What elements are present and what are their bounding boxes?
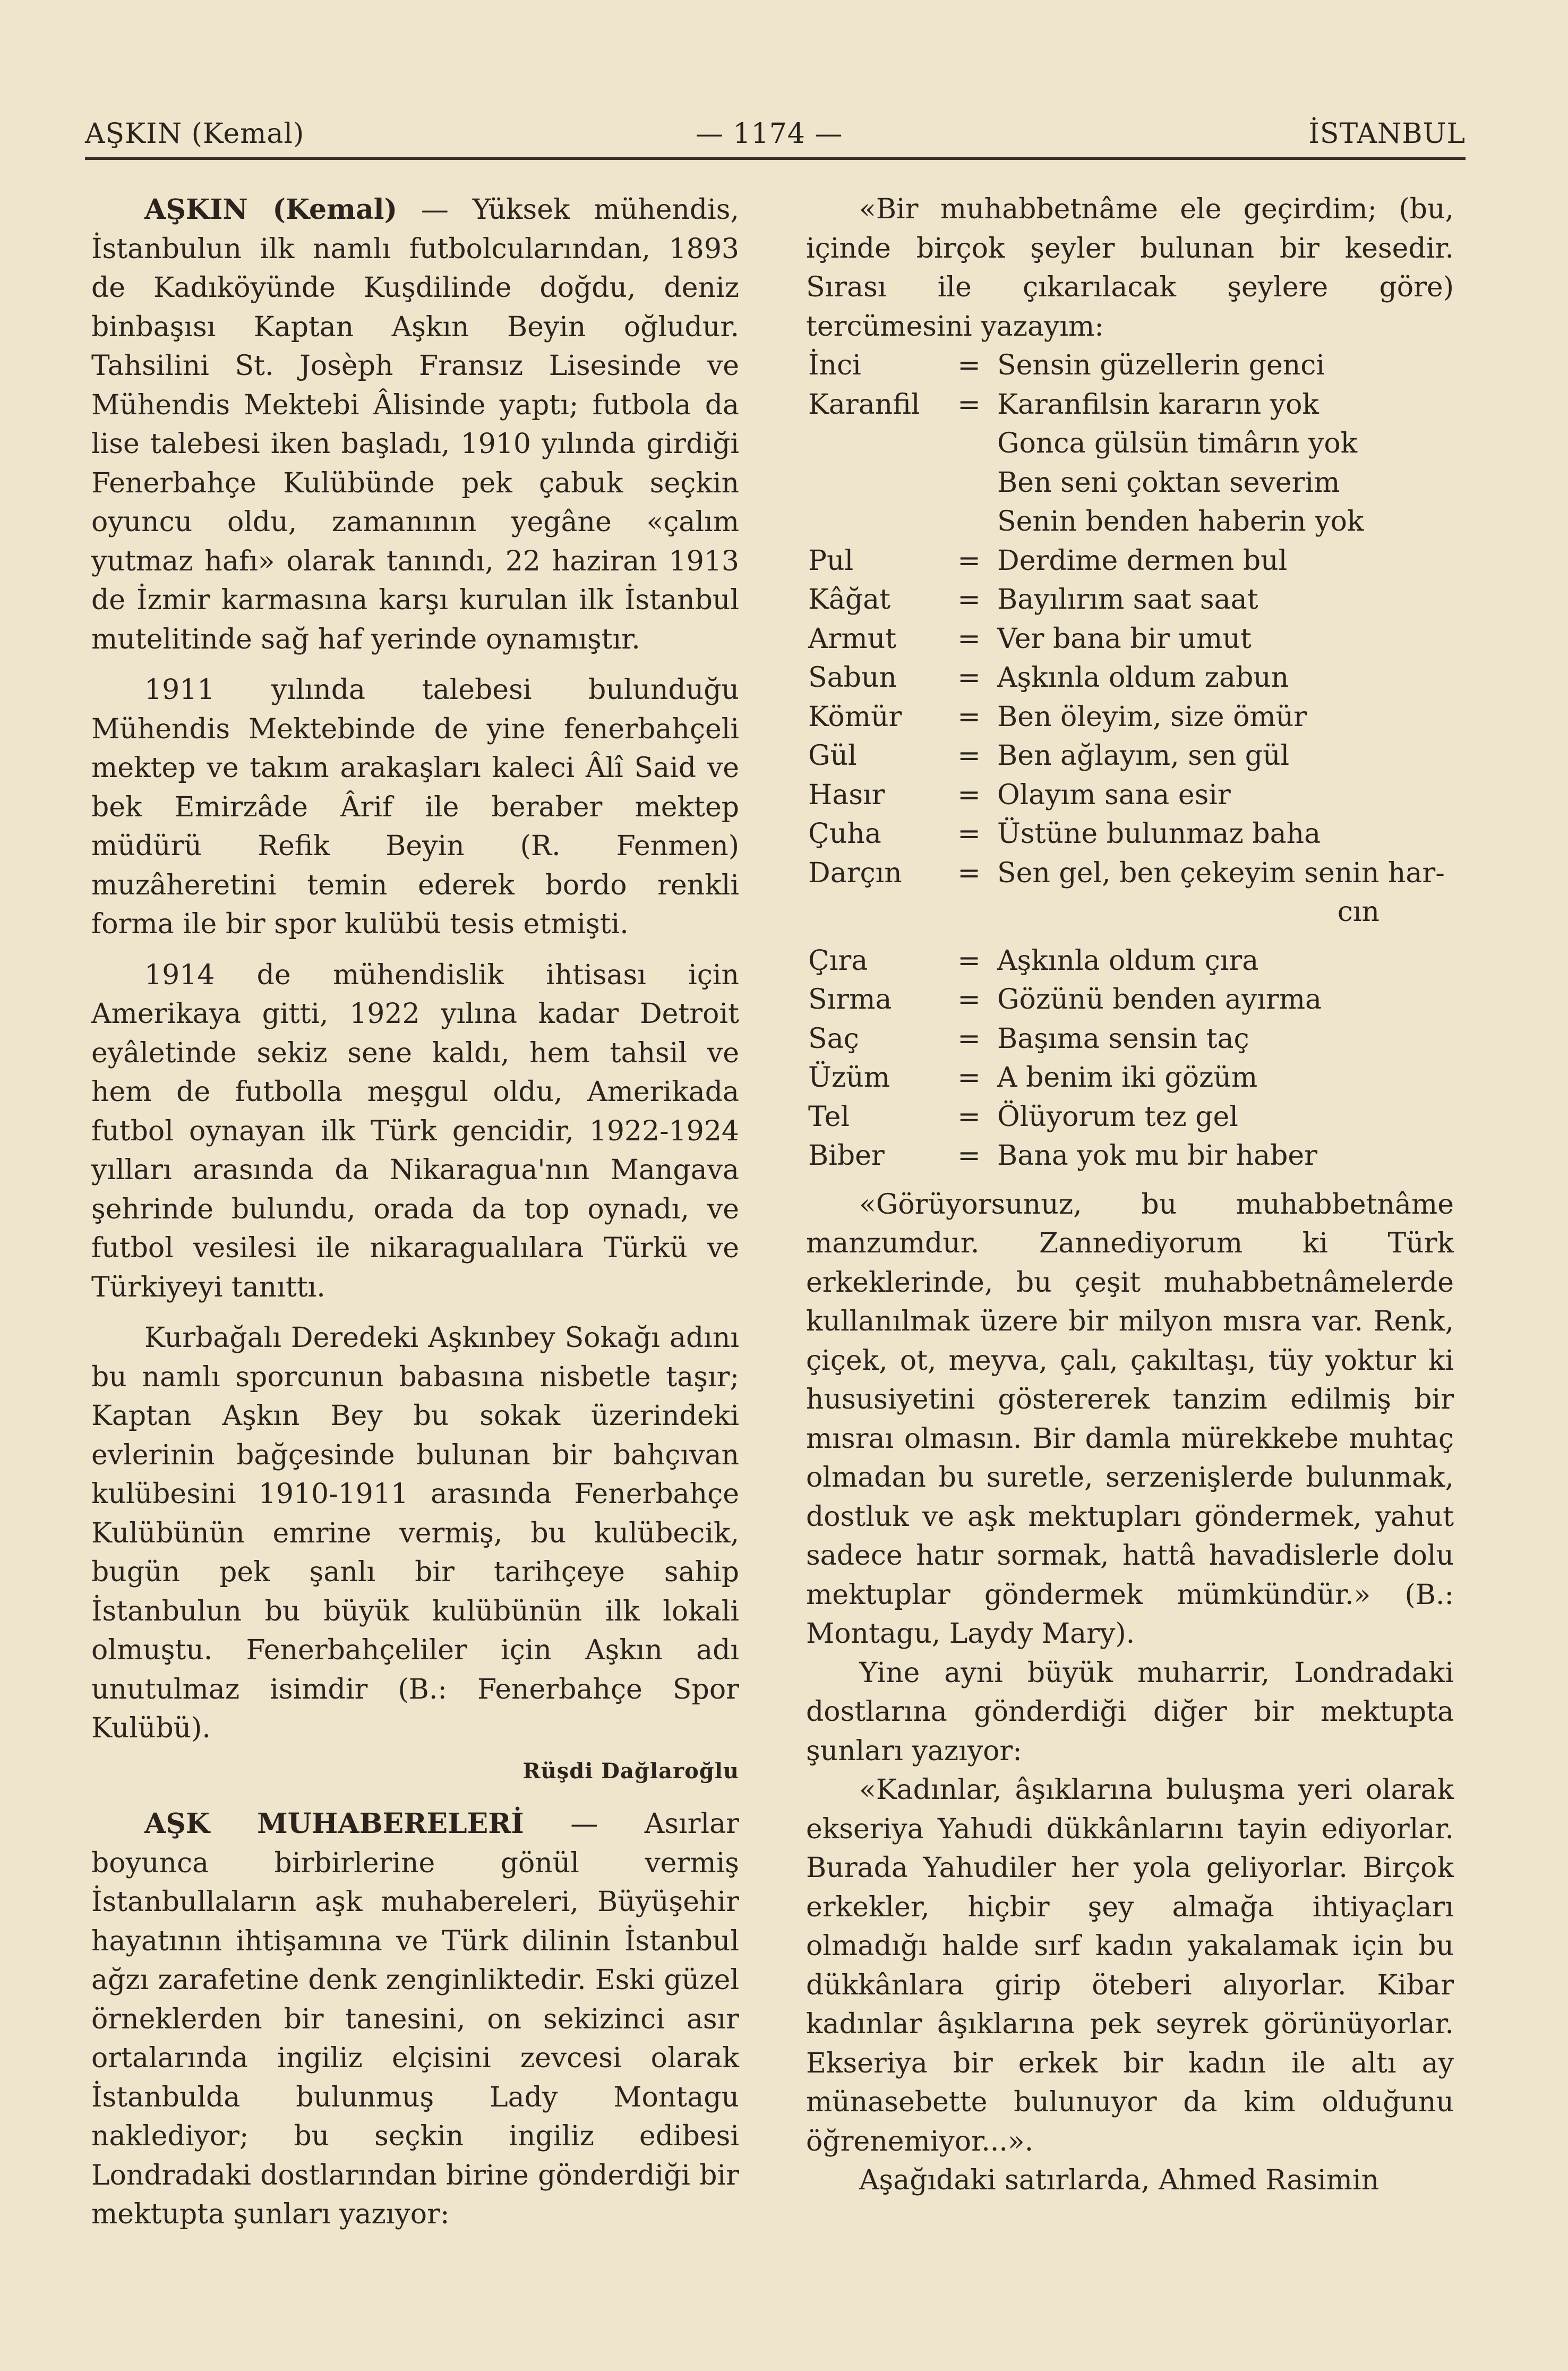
author-signature: Rüşdi Dağlaroğlu	[522, 1758, 739, 1784]
quote-commentary: «Görüyorsunuz, bu muhabbetnâme manzumdur. Zannediyorum ki Türk erkeklerinde, bu çeşit muhabbetnâmelerde kullanılmak üzere bir milyon mısra var. Renk, çiçek, ot, meyva, çalı, çakıltaşı, tüy yoktur ki hususiyetini göstererek tanzim edilmiş bir mısraı olmasın. Bir damla mürekkebe muhtaç olmadan bu suretle, serzenişlerde bulunmak, dostluk ve aşk mektupları göndermek, yahut sadece hatır sormak, hattâ havadislerle dolu mektuplar göndermek mümkündür.» (B.: Montagu, Laydy Mary).	[806, 1188, 1454, 1650]
entry-heading-ask-muhabereleri: AŞK MUHABERELERİ	[144, 1807, 524, 1840]
poem-row: Gonca gülsün timârın yok	[997, 428, 1358, 459]
entry-text: — Asırlar boyunca birbirlerine gönül vermiş İstanbullaların aşk muhabereleri, Büyüşehir hayatının ihtişamına ve Türk dilinin İstanbul ağzı zarafetine denk zenginliktedir. Eski güzel örneklerden bir tanesini, on sekizinci asır ortalarında ingiliz elçisini zevcesi olarak İstanbulda bulunmuş Lady Montagu naklediyor; bu seçkin ingiliz edibesi Londradaki dostlarından birine gönderdiği bir mektupta şunları yazıyor:	[91, 1808, 739, 2230]
poem-row: Çuha = Üstüne bulunmaz baha	[808, 818, 1321, 850]
entry-heading-askin: AŞKIN (Kemal)	[144, 193, 398, 226]
entry-askin-paragraph-3: 1914 de mühendislik ihtisası için Amerikaya gitti, 1922 yılına kadar Detroit eyâletinde sekiz sene kaldı, hem tahsil ve hem de futbolla meşgul oldu, Amerikada futbol oynayan ilk Türk gencidir, 1922-1924 yılları arasında da Nikaragua'nın Mangava şehrinde bulundu, orada da top oynadı, ve futbol vesilesi ile nikaragualılara Türkü ve Türkiyeyi tanıttı.	[91, 959, 739, 1303]
running-header	[85, 118, 1466, 155]
poem-row: Pul = Derdime dermen bul	[808, 544, 1288, 577]
poem-row: Gül = Ben ağlayım, sen gül	[808, 740, 1290, 772]
poem-row: Kâğat = Bayılırım saat saat	[808, 584, 1258, 616]
entry-askin-paragraph-2: 1911 yılında talebesi bulunduğu Mühendis Mektebinde de yine fenerbahçeli mektep ve takım arakaşları kaleci Âlî Said ve bek Emirzâde Ârif ile beraber mektep müdürü Refik Beyin (R. Fenmen) muzâheretini temin ederek bordo renkli forma ile bir spor kulübü tesis etmişti.	[91, 674, 739, 940]
poem-row: Darçın = Sen gel, ben çekeyim senin har-	[808, 857, 1445, 889]
second-letter-intro: Yine ayni büyük muharrir, Londradaki dostlarına gönderdiği diğer bir mektupta şunları yazıyor:	[806, 1657, 1454, 1767]
poem-row: Hasır = Olayım sana esir	[808, 779, 1231, 811]
poem-row: Sabun = Aşkınla oldum zabun	[808, 662, 1289, 694]
poem-row: Çıra = Aşkınla oldum çıra	[808, 944, 1259, 977]
header-rule	[85, 157, 1466, 160]
muhabbetname-poem-part-2	[806, 942, 1454, 1176]
header-volume-title: İSTANBUL	[1308, 118, 1466, 150]
poem-row: Üzüm = A benim iki gözüm	[808, 1062, 1258, 1094]
quote-intro: «Bir muhabbetnâme ele geçirdim; (bu, içinde birçok şeyler bulunan bir kesedir. Sırası ile çıkarılacak şeylere göre) tercümesini yazayım:	[806, 193, 1454, 343]
poem-row: İnci = Sensin güzellerin genci	[808, 349, 1325, 381]
right-column	[806, 190, 1454, 2201]
poem-row: Tel = Ölüyorum tez gel	[808, 1101, 1238, 1133]
poem-row: Senin benden haberin yok	[997, 506, 1364, 538]
poem-row: Karanfil = Karanfilsin kararın yok	[808, 388, 1319, 421]
muhabbetname-poem-part-1	[806, 346, 1454, 932]
second-letter-quote: «Kadınlar, âşıklarına buluşma yeri olarak ekseriya Yahudi dükkânlarını tayin ediyorlar. Burada Yahudiler her yola geliyorlar. Birçok erkekler, hiçbir şey almağa ihtiyaçları olmadığı halde sırf kadın yakalamak için bu dükkânlara girip öteberi alıyorlar. Kibar kadınlar âşıklarına pek seyrek görünüyorlar. Ekseriya bir erkek bir kadın ile altı ay münasebette bulunuyor da kim olduğunu öğrenemiyor...».	[806, 1774, 1454, 2157]
closing-line: Aşağıdaki satırlarda, Ahmed Rasimin	[859, 2164, 1380, 2196]
page-number: — 1174 —	[696, 118, 843, 150]
poem-row: Ben seni çoktan severim	[997, 466, 1340, 499]
entry-text: — Yüksek mühendis, İstanbulun ilk namlı futbolcularından, 1893 de Kadıköyünde Kuşdilinde doğdu, deniz binbaşısı Kaptan Aşkın Beyin oğludur. Tahsilini St. Josèph Fransız Lisesinde ve Mühendis Mektebi Âlisinde yaptı; futbola da lise talebesi iken başladı, 1910 yılında girdiği Fenerbahçe Kulübünde pek çabuk seçkin oyuncu oldu, zamanının yegâne «çalım yutmaz hafı» olarak tanındı, 22 haziran 1913 de İzmir karmasına karşı kurulan ilk İstanbul mutelitinde sağ haf yerinde oynamıştır.	[91, 194, 739, 655]
poem-row: Kömür = Ben öleyim, size ömür	[808, 701, 1307, 733]
header-entry-name: AŞKIN (Kemal)	[85, 118, 305, 150]
poem-line-tail: cın	[1337, 896, 1380, 928]
entry-askin-paragraph-1	[91, 190, 739, 659]
poem-row: Biber = Bana yok mu bir haber	[808, 1140, 1318, 1172]
poem-row: Sırma = Gözünü benden ayırma	[808, 984, 1322, 1016]
poem-row: Armut = Ver bana bir umut	[808, 622, 1252, 655]
poem-row: Saç = Başıma sensin taç	[808, 1022, 1249, 1055]
entry-ask-muhabereleri-paragraph	[91, 1804, 739, 2234]
entry-askin-paragraph-4: Kurbağalı Deredeki Aşkınbey Sokağı adını bu namlı sporcunun babasına nisbetle taşır; Kaptan Aşkın Bey bu sokak üzerindeki evlerinin bağçesinde bulunan bir bahçıvan kulübesini 1910-1911 arasında Fenerbahçe Kulübünün emrine vermiş, bu kulübecik, bugün pek şanlı bir tarihçeye sahip İstanbulun bu büyük kulübünün ilk lokali olmuştu. Fenerbahçeliler için Aşkın adı unutulmaz isimdir (B.: Fenerbahçe Spor Kulübü).	[91, 1322, 739, 1744]
left-column	[91, 190, 739, 2234]
